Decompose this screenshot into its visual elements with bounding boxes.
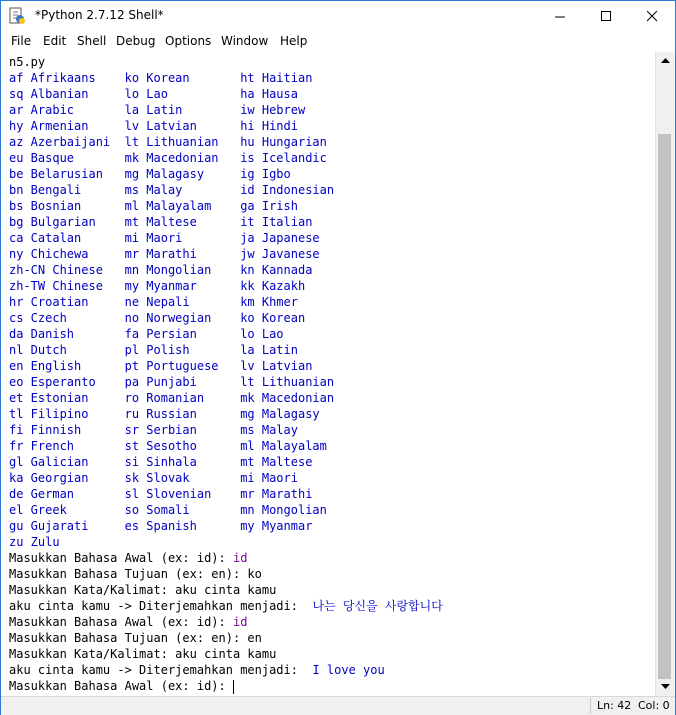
menu-bar (1, 31, 675, 52)
shell-output-line: ca Catalan mi Maori ja Japanese (9, 231, 320, 245)
vertical-scrollbar[interactable] (655, 52, 674, 696)
status-line: Ln: 42 (597, 699, 632, 712)
shell-output-line: bs Bosnian ml Malayalam ga Irish (9, 199, 298, 213)
menu-options[interactable]: Options (165, 34, 212, 48)
shell-output-line: fr French st Sesotho ml Malayalam (9, 439, 327, 453)
close-icon (647, 11, 658, 22)
menu-debug[interactable]: Debug (116, 34, 156, 48)
shell-prompt-line (9, 582, 276, 598)
shell-prompt-line (9, 550, 247, 566)
shell-output-line: gu Gujarati es Spanish my Myanmar (9, 519, 313, 533)
shell-output-line: bg Bulgarian mt Maltese it Italian (9, 215, 313, 229)
shell-output-line: be Belarusian mg Malagasy ig Igbo (9, 167, 291, 181)
scroll-down-button[interactable] (656, 678, 674, 695)
prompt-value: id (232, 615, 248, 629)
shell-output-line: af Afrikaans ko Korean ht Haitian (9, 71, 313, 85)
shell-output-line: ar Arabic la Latin iw Hebrew (9, 103, 306, 117)
status-separator (590, 698, 591, 714)
status-col: Col: 0 (638, 699, 670, 712)
maximize-icon (601, 11, 612, 22)
shell-output-line: et Estonian ro Romanian mk Macedonian (9, 391, 335, 405)
prompt-value: ko (247, 567, 262, 581)
menu-help[interactable]: Help (280, 34, 308, 48)
scroll-down-icon (661, 684, 670, 690)
minimize-icon (555, 11, 566, 22)
window-title: *Python 2.7.12 Shell* (35, 8, 164, 22)
menu-shell[interactable]: Shell (77, 34, 107, 48)
shell-output-line: cs Czech no Norwegian ko Korean (9, 311, 306, 325)
status-bar (1, 696, 675, 715)
maximize-button[interactable] (583, 1, 629, 31)
prompt-text: Masukkan Kata/Kalimat: (9, 647, 176, 661)
prompt-value: 나는 당신을 사랑합니다 (312, 599, 443, 613)
menu-window[interactable]: Window (221, 34, 269, 48)
shell-output-line: ny Chichewa mr Marathi jw Javanese (9, 247, 320, 261)
shell-output-line: eu Basque mk Macedonian is Icelandic (9, 151, 327, 165)
title-bar[interactable] (1, 1, 675, 31)
shell-output-line: zh-CN Chinese mn Mongolian kn Kannada (9, 263, 313, 277)
close-button[interactable] (629, 1, 675, 31)
shell-output-line: gl Galician si Sinhala mt Maltese (9, 455, 313, 469)
shell-output-line: ka Georgian sk Slovak mi Maori (9, 471, 298, 485)
prompt-text: Masukkan Bahasa Tujuan (ex: en): (9, 567, 248, 581)
shell-prompt-line (9, 630, 262, 646)
shell-text-area[interactable] (1, 52, 655, 696)
minimize-button[interactable] (537, 1, 583, 31)
prompt-text: Masukkan Bahasa Awal (ex: id): (9, 551, 233, 565)
shell-output-line: az Azerbaijani lt Lithuanian hu Hungarian (9, 135, 327, 149)
shell-prompt-line (9, 646, 276, 662)
menu-file[interactable]: File (11, 34, 32, 48)
scroll-up-button[interactable] (656, 52, 674, 69)
prompt-text: Masukkan Bahasa Tujuan (ex: en): (9, 631, 248, 645)
shell-output-line: bn Bengali ms Malay id Indonesian (9, 183, 335, 197)
shell-output-line: da Danish fa Persian lo Lao (9, 327, 284, 341)
menu-edit[interactable]: Edit (43, 34, 67, 48)
shell-output-line: tl Filipino ru Russian mg Malagasy (9, 407, 320, 421)
shell-prompt-line (9, 566, 262, 582)
shell-output-line: hr Croatian ne Nepali km Khmer (9, 295, 298, 309)
scroll-up-icon (661, 58, 670, 64)
shell-output-line: fi Finnish sr Serbian ms Malay (9, 423, 298, 437)
prompt-value: aku cinta kamu (175, 647, 277, 661)
text-cursor (233, 680, 234, 694)
prompt-value: aku cinta kamu (175, 583, 277, 597)
shell-output-line: en English pt Portuguese lv Latvian (9, 359, 313, 373)
prompt-text: Masukkan Bahasa Awal (ex: id): (9, 679, 233, 693)
shell-prompt-line (9, 678, 234, 694)
prompt-text: Masukkan Kata/Kalimat: (9, 583, 176, 597)
shell-output-line: nl Dutch pl Polish la Latin (9, 343, 298, 357)
shell-output-line: sq Albanian lo Lao ha Hausa (9, 87, 298, 101)
shell-line-filename: n5.py (9, 55, 46, 69)
shell-output-line: zu Zulu (9, 535, 60, 549)
prompt-value: I love you (312, 663, 385, 677)
shell-output-line: eo Esperanto pa Punjabi lt Lithuanian (9, 375, 335, 389)
shell-prompt-line (9, 614, 247, 630)
shell-output-line: de German sl Slovenian mr Marathi (9, 487, 313, 501)
prompt-text: Masukkan Bahasa Awal (ex: id): (9, 615, 233, 629)
prompt-text: aku cinta kamu -> Diterjemahkan menjadi: (9, 663, 313, 677)
shell-prompt-line (9, 598, 443, 614)
python-idle-icon (9, 7, 25, 25)
prompt-text: aku cinta kamu -> Diterjemahkan menjadi: (9, 599, 313, 613)
prompt-value: en (247, 631, 262, 645)
shell-output-line: zh-TW Chinese my Myanmar kk Kazakh (9, 279, 306, 293)
shell-output-line: hy Armenian lv Latvian hi Hindi (9, 119, 298, 133)
shell-output-line: el Greek so Somali mn Mongolian (9, 503, 327, 517)
shell-prompt-line (9, 662, 385, 678)
prompt-value: id (232, 551, 248, 565)
scrollbar-thumb[interactable] (658, 134, 671, 679)
